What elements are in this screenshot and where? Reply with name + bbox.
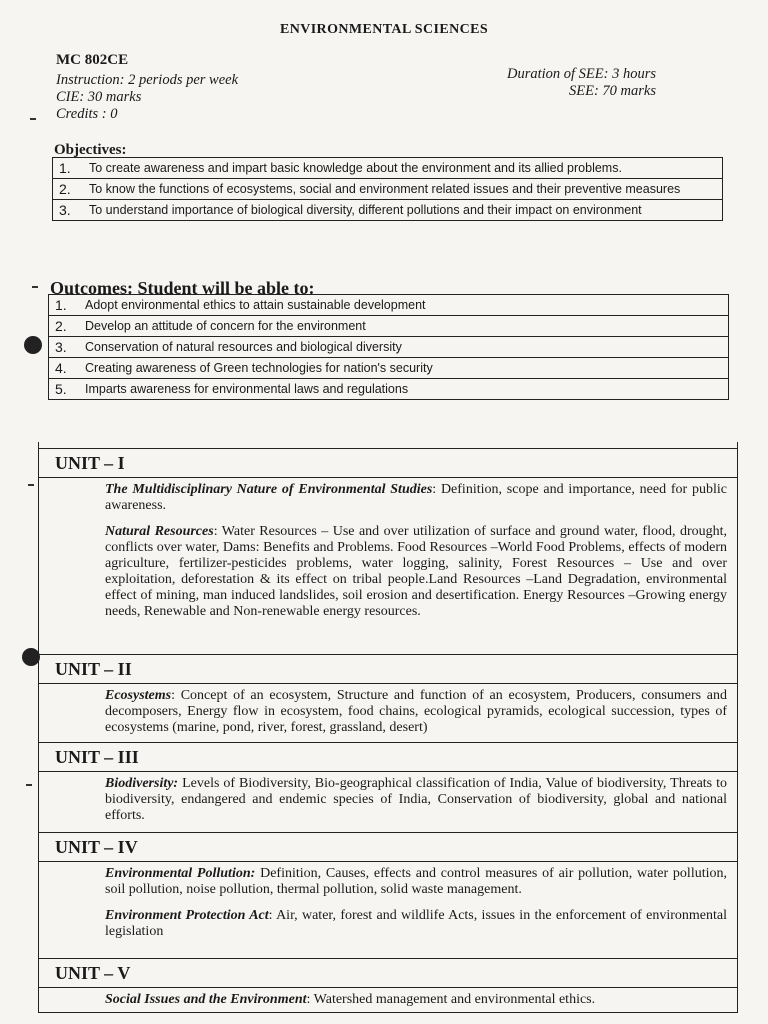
duration-text: Duration of SEE: 3 hours: [506, 66, 656, 82]
outcome-text: Adopt environmental ethics to attain sustainable development: [79, 295, 729, 316]
unit-paragraph: [105, 524, 727, 620]
unit-paragraph: [105, 992, 727, 1008]
unit-2-body: [39, 684, 737, 736]
unit-paragraph: [105, 482, 727, 514]
units-syllabus-box: [38, 442, 738, 1013]
outcome-number: 1.: [49, 295, 80, 316]
unit-4-section: [39, 832, 737, 958]
credits-text: Credits : 0: [56, 106, 118, 122]
unit-topic-text: : Watershed management and environmental ethics.: [306, 992, 596, 1007]
unit-4-body: [39, 862, 737, 940]
outcome-text: Develop an attitude of concern for the environment: [79, 316, 729, 337]
unit-topic-text: : Water Resources – Use and over utilization of surface and ground water, flood, drought, conflicts over water, Dams: Benefits and Problems. Food Resources –World Food Problems, effects of modern agriculture, fertilizer-pesticides problems, water logging, salinity, Forest Resources – Use and over exploitation, deforestation & its effect on tribal people.Land Resources –Land Degradation, environmental effect of mining, man induced landslides, soil erosion and desertification. Energy Resources –Growing energy needs, Renewable and Non-renewable energy resources.: [105, 524, 727, 619]
unit-paragraph: [105, 776, 727, 824]
outcome-number: 3.: [49, 337, 80, 358]
cie-text: CIE: 30 marks: [56, 89, 142, 105]
objective-number: 2.: [53, 179, 84, 200]
table-row: [49, 379, 729, 400]
unit-3-heading: UNIT – III: [39, 743, 737, 772]
unit-topic-text: Definition, Causes, effects and control measures of air pollution, water pollution, soil pollution, noise pollution, thermal pollution, solid waste management.: [105, 866, 727, 897]
unit-topic-term: Environment Protection Act: [105, 908, 269, 923]
unit-1-heading: UNIT – I: [39, 449, 737, 478]
objective-text: To understand importance of biological diversity, different pollutions and their impact on environment: [83, 200, 723, 221]
margin-mark: [30, 118, 36, 120]
course-code: MC 802CE: [56, 52, 129, 68]
margin-mark: [26, 784, 32, 786]
margin-mark: [32, 286, 38, 288]
unit-topic-term: Environmental Pollution:: [105, 866, 256, 881]
outcome-number: 2.: [49, 316, 80, 337]
punch-hole-icon: [22, 648, 40, 666]
outcome-number: 5.: [49, 379, 80, 400]
outcomes-table: [48, 294, 729, 400]
unit-5-section: [39, 958, 737, 1012]
unit-topic-term: Ecosystems: [105, 688, 172, 703]
margin-mark: [28, 484, 34, 486]
table-row: [53, 200, 723, 221]
unit-topic-text: Levels of Biodiversity, Bio-geographical classification of India, Value of biodiversity, Threats to biodiversity, endangered and endemic species of India, Conservation of biodiversity, global and national efforts.: [105, 776, 727, 823]
course-meta-right: [507, 66, 656, 100]
objective-text: To create awareness and impart basic knowledge about the environment and its allied problems.: [83, 158, 723, 179]
outcome-text: Creating awareness of Green technologies for nation's security: [79, 358, 729, 379]
punch-hole-icon: [24, 336, 42, 354]
objective-text: To know the functions of ecosystems, social and environment related issues and their preventive measures: [83, 179, 723, 200]
outcome-text: Imparts awareness for environmental laws and regulations: [79, 379, 729, 400]
unit-2-heading: UNIT – II: [39, 655, 737, 684]
unit-5-body: [39, 988, 737, 1008]
unit-4-heading: UNIT – IV: [39, 833, 737, 862]
unit-topic-text: : Concept of an ecosystem, Structure and function of an ecosystem, Producers, consumers and decomposers, Energy flow in ecosystem, food chains, ecological pyramids, ecological succession, types of ecosystems (marine, pond, river, forest, grassland, desert): [105, 688, 727, 735]
unit-paragraph: [105, 866, 727, 898]
unit-3-section: [39, 742, 737, 832]
objective-number: 1.: [53, 158, 84, 179]
see-text: SEE: 70 marks: [569, 83, 656, 99]
table-row: [49, 316, 729, 337]
document-title: ENVIRONMENTAL SCIENCES: [279, 22, 489, 37]
unit-3-body: [39, 772, 737, 824]
table-row: [53, 158, 723, 179]
table-row: [49, 337, 729, 358]
table-row: [53, 179, 723, 200]
instruction-text: Instruction: 2 periods per week: [56, 72, 239, 88]
unit-5-heading: UNIT – V: [39, 959, 737, 988]
unit-1-section: [39, 448, 737, 654]
outcome-number: 4.: [49, 358, 80, 379]
unit-topic-term: Natural Resources: [105, 524, 214, 539]
unit-paragraph: [105, 688, 727, 736]
objectives-table: [52, 157, 723, 221]
unit-topic-term: Social Issues and the Environment: [105, 992, 307, 1007]
outcome-text: Conservation of natural resources and biological diversity: [79, 337, 729, 358]
objective-number: 3.: [53, 200, 84, 221]
table-row: [49, 295, 729, 316]
unit-2-section: [39, 654, 737, 742]
unit-topic-term: Biodiversity:: [105, 776, 179, 791]
unit-topic-text: : Air, water, forest and wildlife Acts, issues in the enforcement of environmental legislation: [105, 908, 727, 939]
unit-topic-term: The Multidisciplinary Nature of Environmental Studies: [105, 482, 433, 497]
unit-1-body: [39, 478, 737, 620]
unit-topic-text: : Definition, scope and importance, need for public awareness.: [105, 482, 727, 513]
objectives-heading: Objectives:: [54, 142, 127, 158]
outcomes-heading: Outcomes: Student will be able to:: [50, 278, 315, 298]
course-meta-left: [56, 72, 238, 123]
unit-paragraph: [105, 908, 727, 940]
table-row: [49, 358, 729, 379]
